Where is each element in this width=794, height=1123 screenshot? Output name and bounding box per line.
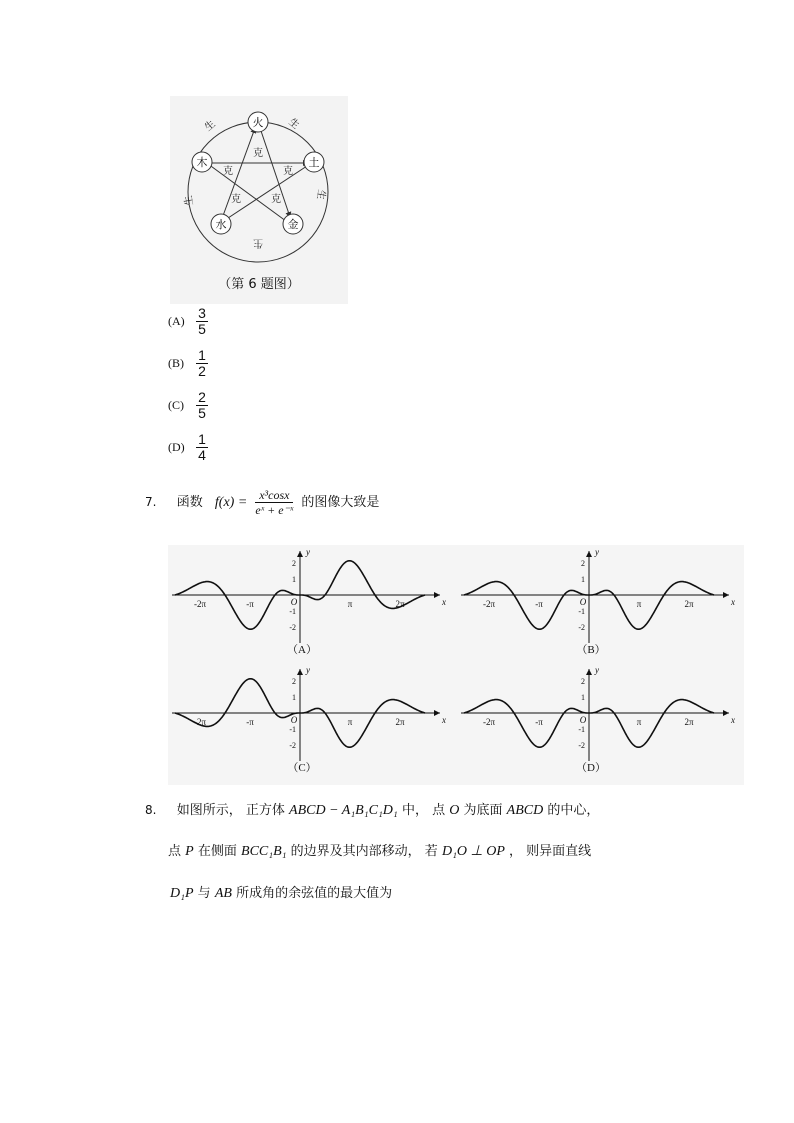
origin-label: O bbox=[579, 597, 587, 607]
y-tick-label: 1 bbox=[292, 575, 296, 584]
origin-label: O bbox=[579, 715, 587, 725]
option-c[interactable]: (C) $\frac{2}{5}$ bbox=[168, 390, 208, 421]
x-tick-label: -π bbox=[535, 717, 543, 727]
x-axis-arrow bbox=[434, 710, 440, 716]
q7-fraction: $\frac{\text{x³cosx}}{\text{eˣ + e⁻ˣ}}$ bbox=[255, 488, 294, 517]
y-axis-label: y bbox=[306, 547, 310, 557]
option-b[interactable]: (B) $\frac{1}{2}$ bbox=[168, 348, 208, 379]
y-tick-label: -1 bbox=[289, 725, 296, 734]
y-tick-label: 1 bbox=[581, 575, 585, 584]
graph-option-label: （D） bbox=[576, 762, 606, 774]
x-tick-label: π bbox=[636, 599, 642, 609]
x-tick-label: -2π bbox=[482, 599, 496, 609]
y-axis-label: y bbox=[595, 547, 599, 557]
x-tick-label: -2π bbox=[482, 717, 496, 727]
option-fraction: $\frac{3}{5}$ bbox=[196, 306, 208, 337]
question-8-line-3: D₁P 与 AB 所成角的余弦值的最大值为 bbox=[170, 886, 393, 901]
option-d[interactable]: (D) $\frac{1}{4}$ bbox=[168, 432, 208, 463]
node-shui: 水 bbox=[215, 218, 227, 231]
q7-graph-options bbox=[168, 545, 744, 785]
y-tick-label: 2 bbox=[581, 677, 585, 686]
y-tick-label: -2 bbox=[289, 741, 296, 750]
origin-label: O bbox=[290, 597, 298, 607]
x-axis-arrow bbox=[723, 592, 729, 598]
y-tick-label: 2 bbox=[292, 677, 296, 686]
y-axis-arrow bbox=[297, 551, 303, 557]
ke-label: 克 bbox=[253, 148, 263, 159]
x-tick-label: π bbox=[636, 717, 642, 727]
ke-label: 克 bbox=[271, 194, 281, 205]
y-axis-label: y bbox=[306, 665, 310, 675]
option-fraction: $\frac{1}{4}$ bbox=[196, 432, 208, 463]
x-axis-label: x bbox=[731, 597, 735, 607]
sheng-label: 生 bbox=[286, 116, 301, 132]
x-tick-label: -π bbox=[246, 599, 254, 609]
x-axis-label: x bbox=[442, 715, 446, 725]
x-tick-label: 2π bbox=[395, 599, 405, 609]
option-a[interactable]: (A) $\frac{3}{5}$ bbox=[168, 306, 208, 337]
x-axis-arrow bbox=[723, 710, 729, 716]
y-tick-label: 2 bbox=[581, 559, 585, 568]
x-tick-label: -2π bbox=[193, 717, 207, 727]
graph-option-label: （B） bbox=[576, 644, 606, 656]
sheng-label: 生 bbox=[183, 194, 196, 207]
node-tu: 土 bbox=[308, 156, 320, 169]
x-tick-label: -2π bbox=[193, 599, 207, 609]
question-8-line-1: 8. 如图所示， 正方体 ABCD − A₁B₁C₁D₁ 中， 点 O 为底面 ABCD 的中心， bbox=[145, 803, 600, 818]
sheng-label: 生 bbox=[203, 118, 218, 134]
y-tick-label: -1 bbox=[578, 607, 585, 616]
y-axis-arrow bbox=[586, 551, 592, 557]
sheng-label: 生 bbox=[253, 237, 263, 248]
x-axis-label: x bbox=[442, 597, 446, 607]
x-tick-label: 2π bbox=[684, 717, 694, 727]
x-tick-label: 2π bbox=[395, 717, 405, 727]
ke-label: 克 bbox=[283, 166, 293, 177]
x-tick-label: -π bbox=[535, 599, 543, 609]
graph-option-label: （A） bbox=[287, 644, 317, 656]
y-tick-label: -2 bbox=[578, 623, 585, 632]
x-tick-label: π bbox=[347, 717, 353, 727]
sheng-label: 生 bbox=[314, 188, 327, 201]
x-axis-label: x bbox=[731, 715, 735, 725]
y-tick-label: 1 bbox=[581, 693, 585, 702]
x-axis-arrow bbox=[434, 592, 440, 598]
ke-label: 克 bbox=[223, 166, 233, 177]
node-jin: 金 bbox=[287, 218, 299, 231]
node-mu: 木 bbox=[196, 156, 208, 169]
figure-6-wuxing-diagram bbox=[170, 96, 348, 304]
y-tick-label: -1 bbox=[289, 607, 296, 616]
node-huo: 火 bbox=[252, 116, 264, 129]
option-fraction: $\frac{1}{2}$ bbox=[196, 348, 208, 379]
question-8-line-2: 点 P 在侧面 BCC₁B₁ 的边界及其内部移动， 若 D₁O ⊥ OP ， 则异面直线 bbox=[168, 844, 592, 859]
y-tick-label: 1 bbox=[292, 693, 296, 702]
x-tick-label: 2π bbox=[684, 599, 694, 609]
x-tick-label: π bbox=[347, 599, 353, 609]
graph-option-label: （C） bbox=[287, 762, 317, 774]
x-tick-label: -π bbox=[246, 717, 254, 727]
y-tick-label: -2 bbox=[578, 741, 585, 750]
y-tick-label: -1 bbox=[578, 725, 585, 734]
y-tick-label: -2 bbox=[289, 623, 296, 632]
y-tick-label: 2 bbox=[292, 559, 296, 568]
origin-label: O bbox=[290, 715, 298, 725]
question-7: 7. 函数 f(x) = $\frac{\text{x³cosx}}{\text{eˣ + e⁻ˣ}}$ 的图像大致是 bbox=[145, 488, 380, 517]
figure-caption: （第 6 题图） bbox=[218, 277, 300, 292]
ke-label: 克 bbox=[231, 194, 241, 205]
y-axis-arrow bbox=[297, 669, 303, 675]
option-fraction: $\frac{2}{5}$ bbox=[196, 390, 208, 421]
y-axis-arrow bbox=[586, 669, 592, 675]
y-axis-label: y bbox=[595, 665, 599, 675]
